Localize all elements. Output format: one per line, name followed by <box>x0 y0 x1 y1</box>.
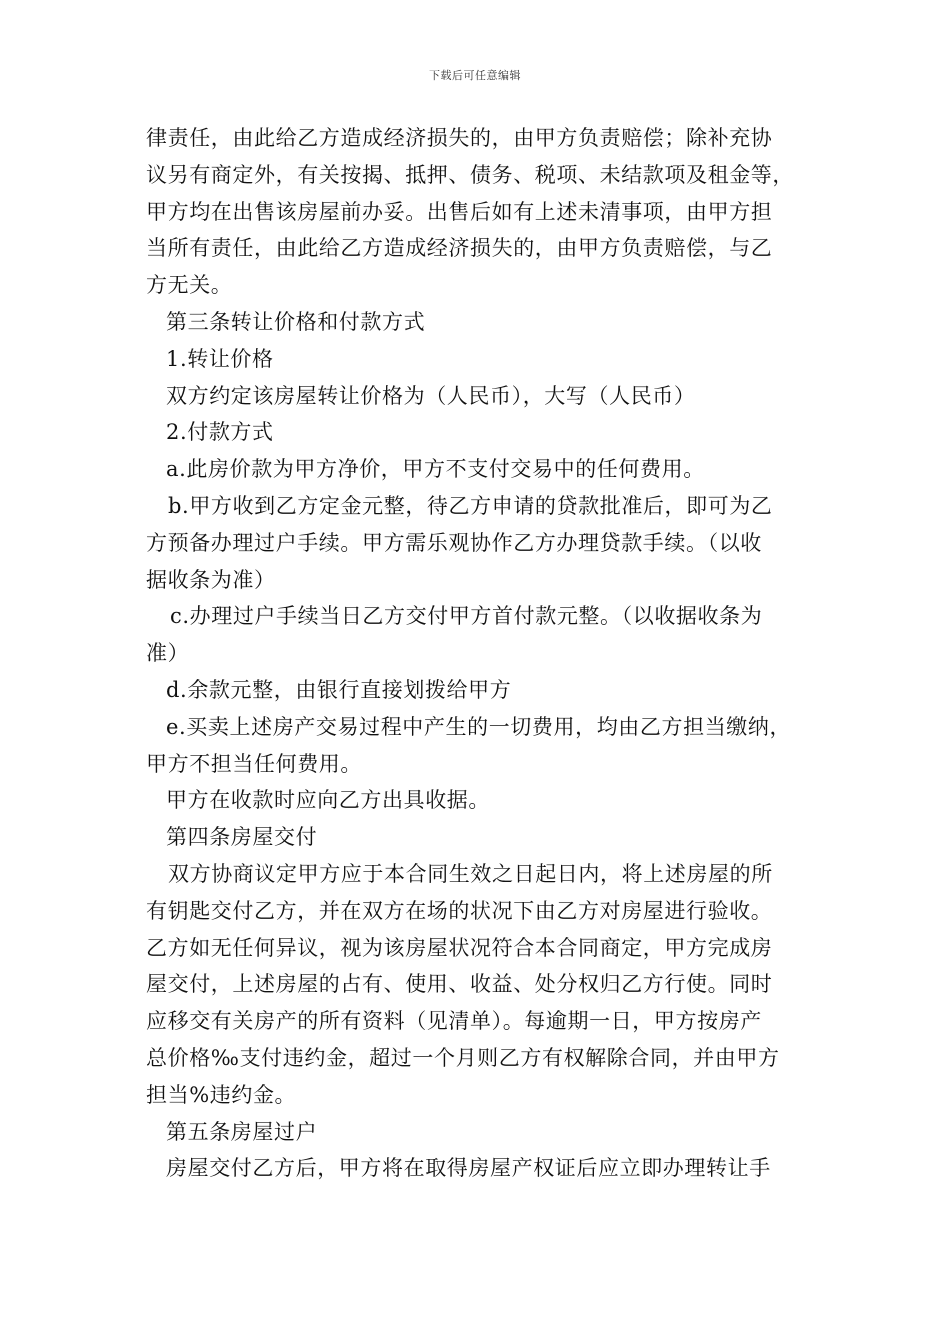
text-line: 甲方不担当任何费用。 <box>146 751 362 776</box>
list-item: d.余款元整，由银行直接划拨给甲方 <box>166 677 512 702</box>
subsection-heading: 1.转让价格 <box>166 346 274 371</box>
section-heading: 第三条转让价格和付款方式 <box>166 309 426 334</box>
list-item: e.买卖上述房产交易过程中产生的一切费用，均由乙方担当缴纳， <box>166 714 792 739</box>
list-item: a.此房价款为甲方净价，甲方不支付交易中的任何费用。 <box>166 457 705 482</box>
text-line: 双方约定该房屋转让价格为（人民币），大写（人民币） <box>166 383 696 408</box>
contract-body <box>146 120 818 1187</box>
subsection-heading: 2.付款方式 <box>166 420 274 445</box>
text-line: 担当%违约金。 <box>146 1082 297 1107</box>
text-line: 房屋交付乙方后，甲方将在取得房屋产权证后应立即办理转让手 <box>166 1156 771 1181</box>
page-header-note: 下载后可任意编辑 <box>429 69 521 82</box>
text-line: 乙方如无任何异议，视为该房屋状况符合本合同商定，甲方完成房 <box>146 935 773 960</box>
text-line: 屋交付，上述房屋的占有、使用、收益、处分权归乙方行使。同时 <box>146 972 773 997</box>
text-line: 总价格‰支付违约金，超过一个月则乙方有权解除合同，并由甲方 <box>146 1045 780 1070</box>
text-line: 甲方在收款时应向乙方出具收据。 <box>166 788 490 813</box>
text-line: 甲方均在出售该房屋前办妥。出售后如有上述未清事项，由甲方担 <box>146 199 773 224</box>
text-line: 方预备办理过户手续。甲方需乐观协作乙方办理贷款手续。（以收 <box>146 530 762 555</box>
text-line: 据收条为准） <box>146 567 276 592</box>
text-line: 方无关。 <box>146 273 233 298</box>
text-line: 准） <box>146 641 190 666</box>
section-heading: 第五条房屋过户 <box>166 1119 318 1144</box>
text-line: 当所有责任，由此给乙方造成经济损失的，由甲方负责赔偿，与乙 <box>146 236 773 261</box>
list-item: b.甲方收到乙方定金元整，待乙方申请的贷款批准后，即可为乙 <box>168 493 773 518</box>
text-line: 应移交有关房产的所有资料（见清单）。每逾期一日，甲方按房产 <box>146 1009 762 1034</box>
list-item: c.办理过户手续当日乙方交付甲方首付款元整。（以收据收条为 <box>170 604 763 629</box>
text-line: 有钥匙交付乙方，并在双方在场的状况下由乙方对房屋进行验收。 <box>146 898 773 923</box>
section-heading: 第四条房屋交付 <box>166 825 318 850</box>
text-line: 议另有商定外，有关按揭、抵押、债务、税项、未结款项及租金等， <box>146 162 794 187</box>
text-line: 双方协商议定甲方应于本合同生效之日起日内，将上述房屋的所 <box>168 861 773 886</box>
text-line: 律责任，由此给乙方造成经济损失的，由甲方负责赔偿；除补充协 <box>146 126 773 150</box>
